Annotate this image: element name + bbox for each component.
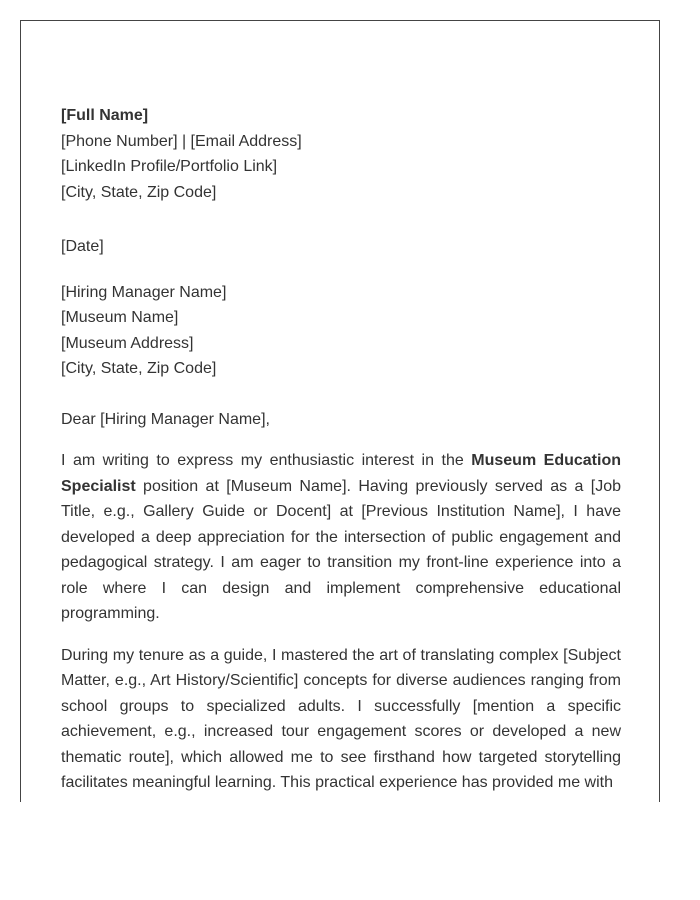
recipient-city: [City, State, Zip Code] [61, 360, 217, 377]
recipient-address: [Museum Address] [61, 334, 194, 352]
salutation-block [61, 407, 621, 433]
sender-link: [LinkedIn Profile/Portfolio Link] [61, 158, 278, 175]
sender-name: [Full Name] [61, 107, 149, 124]
paragraph-1-body: position at [Museum Name]. Having previously served as a [Job Title, e.g., Gallery Guide or Docent] at [Previous Institution Name], I have developed a deep appreciation for the intersection of public engagement and pedagogical strategy. I am eager to transition my front-line experience into a role where I can design and implement comprehensive educational programming. [61, 477, 621, 622]
paragraph-2: During my tenure as a guide, I mastered the art of translating complex [Subject Matter, e.g., Art History/Scientific] concepts for diverse audiences ranging from school groups to specialized adults. I successfully [mention a specific achievement, e.g., increased tour engagement scores or developed a new thematic route], which allowed me to see firsthand how targeted storytelling facilitates meaningful learning. This practical experience has provided me with [61, 646, 621, 791]
paragraph-1 [61, 448, 621, 627]
sender-contact: [Phone Number] | [Email Address] [61, 132, 302, 150]
sender-city: [City, State, Zip Code] [61, 183, 217, 201]
recipient-block [61, 280, 621, 382]
salutation: Dear [Hiring Manager Name], [61, 410, 270, 428]
letter-date: [Date] [61, 238, 104, 255]
letter-page [20, 20, 660, 802]
recipient-museum: [Museum Name] [61, 309, 179, 326]
recipient-manager: [Hiring Manager Name] [61, 283, 227, 301]
letter-content [61, 103, 621, 796]
position-title: Museum Education Specialist [61, 452, 621, 495]
sender-block [61, 103, 621, 205]
paragraph-1-intro: I am writing to express my enthusiastic interest in the [61, 452, 472, 469]
date-block [61, 234, 621, 260]
